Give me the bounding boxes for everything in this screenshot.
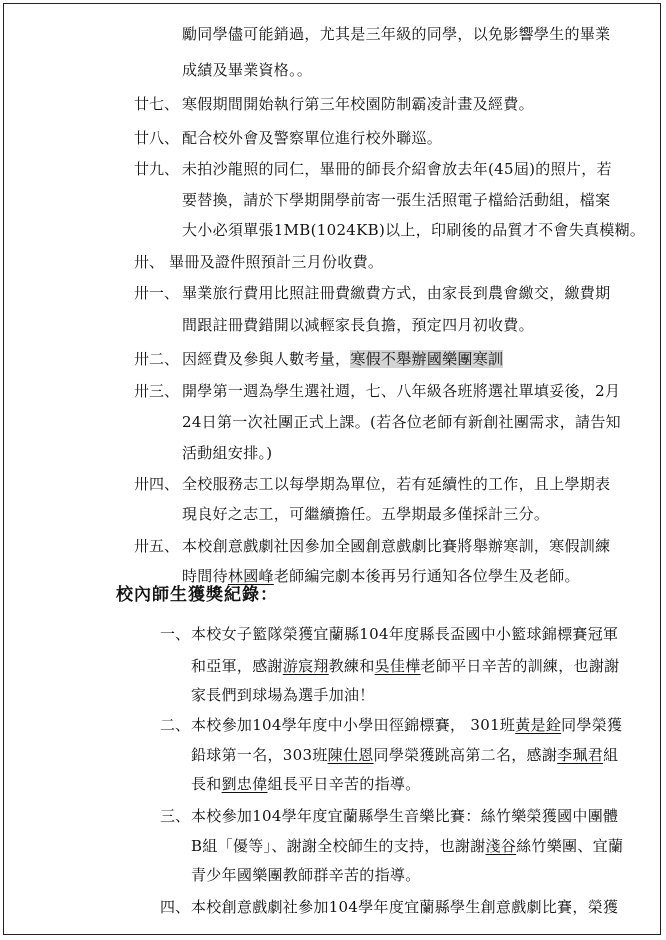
text-line: 青少年國樂團教師群辛苦的指導。	[191, 866, 421, 884]
item-number: 卅、	[134, 253, 165, 271]
text-segment: 同學榮獲跳高第二名，感謝	[373, 746, 558, 764]
section-heading: 校內師生獲獎紀錄：	[116, 585, 278, 605]
item-number: 廿七、	[134, 95, 180, 113]
text-line: 24日第一次社團正式上課。(若各位老師有新創社團需求，請告知	[182, 413, 621, 431]
text-line	[182, 343, 503, 376]
text-segment: 絲竹樂團、宜蘭	[516, 837, 624, 855]
underlined-name: 黃是銓	[515, 716, 562, 734]
text-segment: 時間待	[182, 567, 228, 585]
item-number: 二、	[160, 716, 191, 734]
text-segment: 鉛球第一名，303班	[191, 746, 328, 764]
underlined-name: 李珮君	[557, 746, 604, 764]
text-segment: 本校參加104學年度中小學田徑錦標賽， 301班	[191, 716, 516, 734]
document-page	[3, 3, 661, 935]
text-line: 寒假期間開始執行第三年校園防制霸凌計畫及經費。	[182, 95, 534, 113]
item-number: 卅二、	[134, 350, 180, 368]
text-segment: 組	[603, 746, 619, 764]
item-number: 三、	[160, 807, 191, 825]
text-line: 配合校外會及警察單位進行校外聯巡。	[182, 129, 443, 147]
item-number: 廿九、	[134, 160, 180, 178]
item-number: 卅一、	[134, 284, 180, 302]
underlined-name: 淺谷	[485, 837, 517, 855]
text-segment: 長和	[191, 775, 222, 793]
text-line: 本校參加104學年度宜蘭縣學生音樂比賽：絲竹樂榮獲國中團體	[191, 807, 619, 825]
text-line: 畢冊及證件照預計三月份收費。	[169, 253, 384, 271]
text-segment: 組長平日辛苦的指導。	[267, 775, 421, 793]
text-line: 現良好之志工，可繼續擔任。五學期最多僅採計三分。	[182, 505, 550, 523]
item-number: 卅三、	[134, 382, 180, 400]
text-line: 勵同學儘可能銷過，尤其是三年級的同學，以免影響學生的畢業	[182, 25, 611, 43]
underlined-name: 劉忠偉	[221, 775, 268, 793]
text-line: 開學第一週為學生選社週，七、八年級各班將選社單填妥後，2月	[182, 382, 621, 400]
text-line	[191, 768, 421, 801]
text-line: 活動組安排。)	[182, 444, 273, 462]
text-line: 全校服務志工以每學期為單位，若有延續性的工作，且上學期表	[182, 475, 611, 493]
text-line: 畢業旅行費用比照註冊費繳費方式，由家長到農會繳交，繳費期	[182, 284, 611, 302]
underlined-name: 吳佳樺	[374, 657, 421, 675]
text-line: 本校創意戲劇社參加104學年度宜蘭縣學生創意戲劇比賽，榮獲	[191, 898, 619, 916]
text-line: 家長們到球場為選手加油！	[191, 686, 375, 704]
text-segment: 同學榮獲	[561, 716, 623, 734]
text-line: 未拍沙龍照的同仁，畢冊的師長介紹會放去年(45屆)的照片，若	[182, 160, 612, 178]
text-segment: 教練和	[328, 657, 375, 675]
text-segment: 因經費及參與人數考量，	[182, 350, 351, 368]
text-line: 要替換，請於下學期開學前寄一張生活照電子檔給活動組，檔案	[182, 191, 611, 209]
text-segment: 老師平日辛苦的訓練，也謝謝	[420, 657, 620, 675]
text-segment: 老師編完劇本後再另行通知各位學生及老師。	[273, 567, 580, 585]
text-line: 成績及畢業資格。。	[182, 61, 313, 79]
text-line: 間跟註冊費錯開以減輕家長負擔，預定四月初收費。	[182, 316, 534, 334]
item-number: 卅四、	[134, 475, 180, 493]
text-line: 本校女子籃隊榮獲宜蘭縣104年度縣長盃國中小籃球錦標賽冠軍	[191, 625, 619, 643]
item-number: 卅五、	[134, 537, 180, 555]
text-line: 本校創意戲劇社因參加全國創意戲劇比賽將舉辦寒訓，寒假訓練	[182, 537, 611, 555]
text-line	[191, 709, 622, 742]
text-segment: B組「優等」、謝謝全校師生的支持，也謝謝	[191, 837, 486, 855]
item-number: 四、	[160, 898, 191, 916]
highlighted-text: 寒假不舉辦國樂團寒訓	[350, 350, 504, 368]
item-number: 一、	[160, 625, 191, 643]
item-number: 廿八、	[134, 129, 180, 147]
underlined-name: 陳仕恩	[327, 746, 374, 764]
text-segment: 和亞軍，感謝	[191, 657, 283, 675]
underlined-name: 林國峰	[227, 567, 274, 585]
text-line: 大小必須單張1MB(1024KB)以上，印刷後的品質才不會失真模糊。	[182, 221, 646, 239]
underlined-name: 游宸翔	[282, 657, 329, 675]
